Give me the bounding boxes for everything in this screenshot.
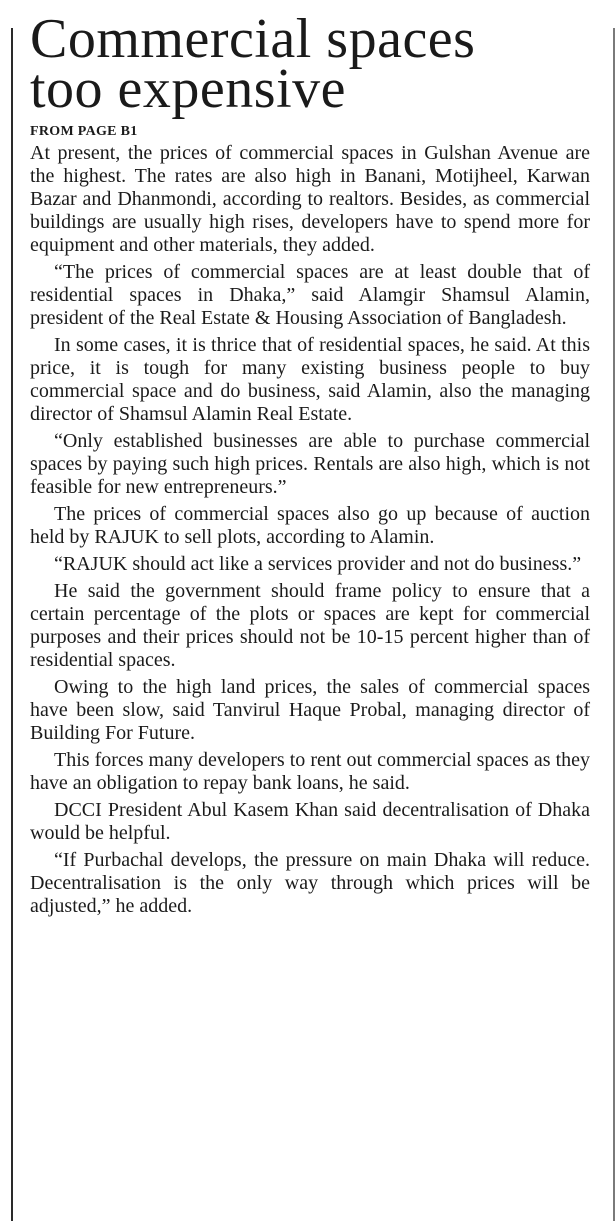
paragraph: He said the government should frame policy to ensure that a certain percentage of the plots or spaces are kept for commercial purposes and their prices should not be 10-15 percent higher than of residential spaces. [30, 580, 590, 671]
paragraph: DCCI President Abul Kasem Khan said decentralisation of Dhaka would be helpful. [30, 799, 590, 844]
paragraph: “RAJUK should act like a services provider and not do business.” [54, 553, 582, 575]
paragraph: “Only established businesses are able to purchase commercial spaces by paying such high prices. Rentals are also high, which is not feasible for new entrepreneurs.” [30, 430, 590, 498]
column-rule-left [11, 28, 13, 1221]
paragraph: This forces many developers to rent out commercial spaces as they have an obligation to repay bank loans, he said. [30, 749, 590, 794]
headline-line-2: too expensive [30, 58, 346, 120]
paragraph: In some cases, it is thrice that of residential spaces, he said. At this price, it is tough for many existing business people to buy commercial space and do business, said Alamin, also the managing director of Shamsul Alamin Real Estate. [30, 334, 590, 425]
article-body [30, 142, 590, 918]
article [30, 8, 590, 922]
paragraph: “The prices of commercial spaces are at least double that of residential spaces in Dhaka,” said Alamgir Shamsul Alamin, president of the Real Estate & Housing Association of Bangladesh. [30, 261, 590, 329]
paragraph: The prices of commercial spaces also go up because of auction held by RAJUK to sell plots, according to Alamin. [30, 503, 590, 548]
paragraph: At present, the prices of commercial spaces in Gulshan Avenue are the highest. The rates are also high in Banani, Motijheel, Karwan Bazar and Dhanmondi, according to realtors. Besides, as commercial buildings are usually high rises, developers have to spend more for equipment and other materials, they added. [30, 142, 590, 256]
paragraph: Owing to the high land prices, the sales of commercial spaces have been slow, said Tanvirul Haque Probal, managing director of Building For Future. [30, 676, 590, 744]
headline-line-1: Commercial spaces [30, 8, 476, 70]
paragraph: “If Purbachal develops, the pressure on main Dhaka will reduce. Decentralisation is the only way through which prices will be adjusted,” he added. [30, 849, 590, 917]
headline [30, 8, 590, 120]
dateline: FROM PAGE B1 [30, 124, 138, 139]
